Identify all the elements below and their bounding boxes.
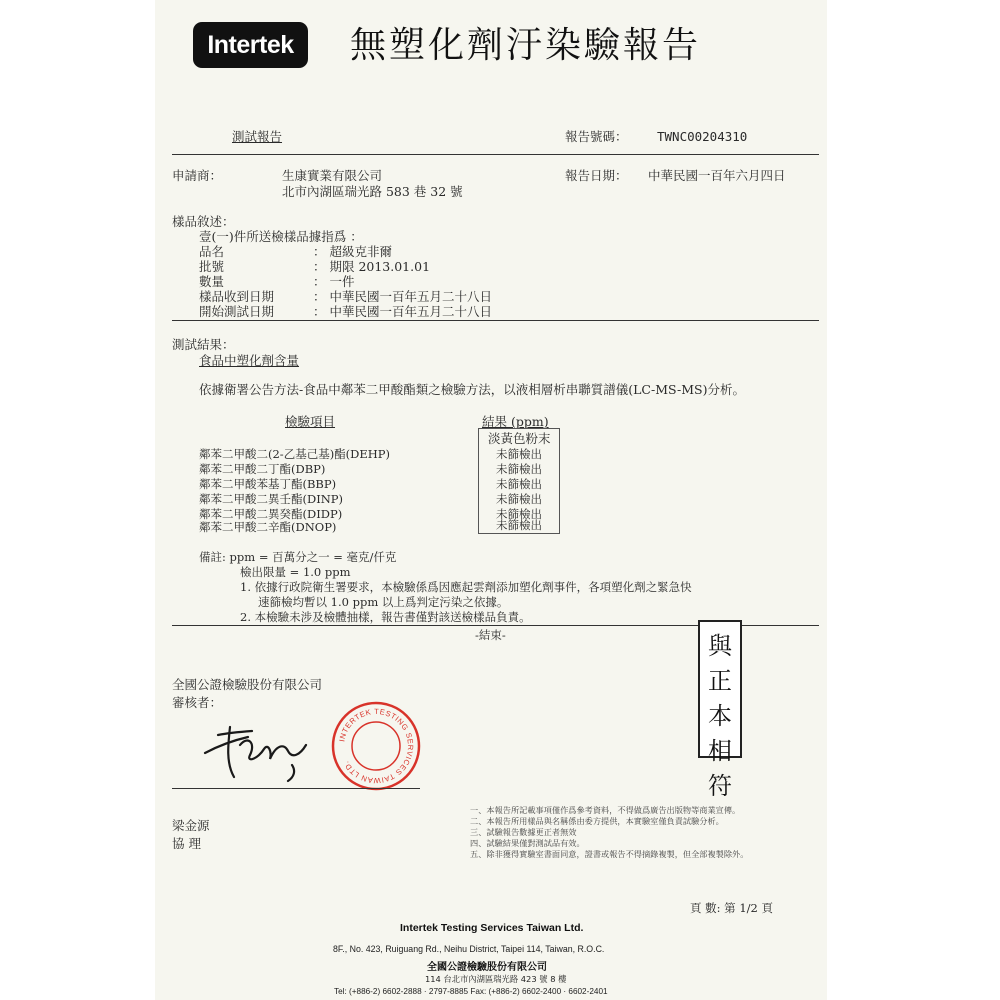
footer-company-zh: 全國公證檢驗股份有限公司 <box>427 962 547 973</box>
svg-text:INTERTEK TESTING SERVICES TAIW <box>337 707 415 785</box>
test-result: 未篩檢出 <box>496 507 542 521</box>
test-item: 鄰苯二甲酸二(2-乙基己基)酯(DEHP) <box>199 447 391 461</box>
certified-copy-stamp <box>698 620 742 800</box>
sample-name-cell: 淡黃色粉末 <box>488 431 551 446</box>
report-number-value: TWNC00204310 <box>657 129 748 144</box>
applicant-address: 北市內湖區瑞光路 583 巷 32 號 <box>282 184 463 199</box>
sample-label: 開始測試日期 <box>199 304 275 319</box>
test-result: 未篩檢出 <box>496 447 542 461</box>
sample-label: 數量 <box>199 274 225 289</box>
signature <box>200 715 320 785</box>
col-result-header: 結果 (ppm) <box>482 414 549 429</box>
company-name: 全國公證檢驗股份有限公司 <box>172 677 323 692</box>
results-subheading: 食品中塑化劑含量 <box>199 353 300 368</box>
disclaimer-line: 一、本報告所記載事項僅作爲參考資料，不得做爲廣告出版物等商業宣傳。 <box>470 805 741 815</box>
applicant-label: 申請商： <box>172 168 223 183</box>
sample-value: ： 期限 2013.01.01 <box>313 259 431 274</box>
stamp-char: 與 <box>708 632 732 660</box>
test-item: 鄰苯二甲酸二辛酯(DNOP) <box>199 520 337 534</box>
sample-label: 品名 <box>199 244 225 259</box>
test-item: 鄰苯二甲酸二異壬酯(DINP) <box>199 492 344 506</box>
sample-label: 批號 <box>199 259 225 274</box>
results-heading: 測試結果： <box>172 337 235 352</box>
disclaimer-line: 二、本報告所用樣品與名稱係由委方提供，本實驗室僅負責試驗分析。 <box>470 816 724 826</box>
divider <box>172 154 819 155</box>
sample-label: 樣品收到日期 <box>199 289 275 304</box>
sample-heading: 樣品敘述： <box>172 214 235 229</box>
col-item-header: 檢驗項目 <box>285 414 336 429</box>
sample-value: ： 中華民國一百年五月二十八日 <box>313 304 492 319</box>
test-item: 鄰苯二甲酸苯基丁酯(BBP) <box>199 477 337 491</box>
sample-value: ： 超級克非爾 <box>313 244 392 259</box>
disclaimer-line: 三、試驗報告數據更正者無效 <box>470 827 577 837</box>
company-seal <box>330 700 422 792</box>
test-result: 未篩檢出 <box>496 518 542 532</box>
test-result: 未篩檢出 <box>496 462 542 476</box>
sample-value: ： 中華民國一百年五月二十八日 <box>313 289 492 304</box>
footer-contact: Tel: (+886-2) 6602-2888 · 2797-8885 Fax: (+886-2) 6602-2400 · 6602-2401 <box>334 987 608 996</box>
disclaimer-line: 四、試驗結果僅對測試品有效。 <box>470 838 585 848</box>
test-result: 未篩檢出 <box>496 492 542 506</box>
divider <box>172 788 420 789</box>
note-line: 速篩檢均暫以 1.0 ppm 以上爲判定污染之依據。 <box>258 595 509 609</box>
report-heading: 測試報告 <box>232 129 283 144</box>
sample-intro: 壹(一)件所送檢樣品據指爲 ： <box>199 229 363 244</box>
note-line: 1. 依據行政院衛生署要求，本檢驗係爲因應起雲劑添加塑化劑事件，各項塑化劑之緊急快 <box>240 580 692 594</box>
end-marker: -結束- <box>475 628 506 642</box>
applicant-name: 生康實業有限公司 <box>282 168 383 183</box>
reviewer-label: 審核者： <box>172 695 223 710</box>
seal-text: INTERTEK TESTING SERVICES TAIWAN LTD. <box>337 706 416 786</box>
note-line: 檢出限量 = 1.0 ppm <box>240 565 351 579</box>
report-date-label: 報告日期： <box>565 168 628 183</box>
stamp-char: 正 <box>708 667 732 695</box>
footer-company-en: Intertek Testing Services Taiwan Ltd. <box>400 922 584 934</box>
method-text: 依據衛署公告方法-食品中鄰苯二甲酸酯類之檢驗方法，以液相層析串聯質譜儀(LC-MS-MS)分析。 <box>199 382 745 397</box>
sample-value: ： 一件 <box>313 274 355 289</box>
stamp-char: 符 <box>708 772 732 800</box>
divider <box>172 320 819 321</box>
page-number: 頁 數: 第 1/2 頁 <box>690 901 774 915</box>
report-number-label: 報告號碼： <box>565 129 628 144</box>
test-result: 未篩檢出 <box>496 477 542 491</box>
footer-address-zh: 114 台北市內湖區瑞光路 423 號 8 樓 <box>425 974 567 984</box>
disclaimer-line: 五、除非獲得實驗室書面同意，證書或報告不得摘錄複製，但全部複製除外。 <box>470 849 749 859</box>
stamp-char: 相 <box>708 737 732 765</box>
stamp-char: 本 <box>708 702 732 730</box>
note-line: 2. 本檢驗未涉及檢體抽樣，報告書僅對該送檢樣品負責。 <box>240 610 531 624</box>
signer-title: 協 理 <box>172 836 201 851</box>
footer-address-en: 8F., No. 423, Ruiguang Rd., Neihu District, Taipei 114, Taiwan, R.O.C. <box>333 944 605 954</box>
page-title: 無塑化劑汙染驗報告 <box>350 25 702 66</box>
report-date-value: 中華民國一百年六月四日 <box>648 168 786 183</box>
intertek-logo: Intertek <box>193 22 308 68</box>
test-item: 鄰苯二甲酸二丁酯(DBP) <box>199 462 326 476</box>
test-item: 鄰苯二甲酸二異癸酯(DIDP) <box>199 507 343 521</box>
note-line: 備註: ppm = 百萬分之一 = 毫克/仟克 <box>199 550 397 564</box>
signer-name: 梁金源 <box>172 818 210 833</box>
